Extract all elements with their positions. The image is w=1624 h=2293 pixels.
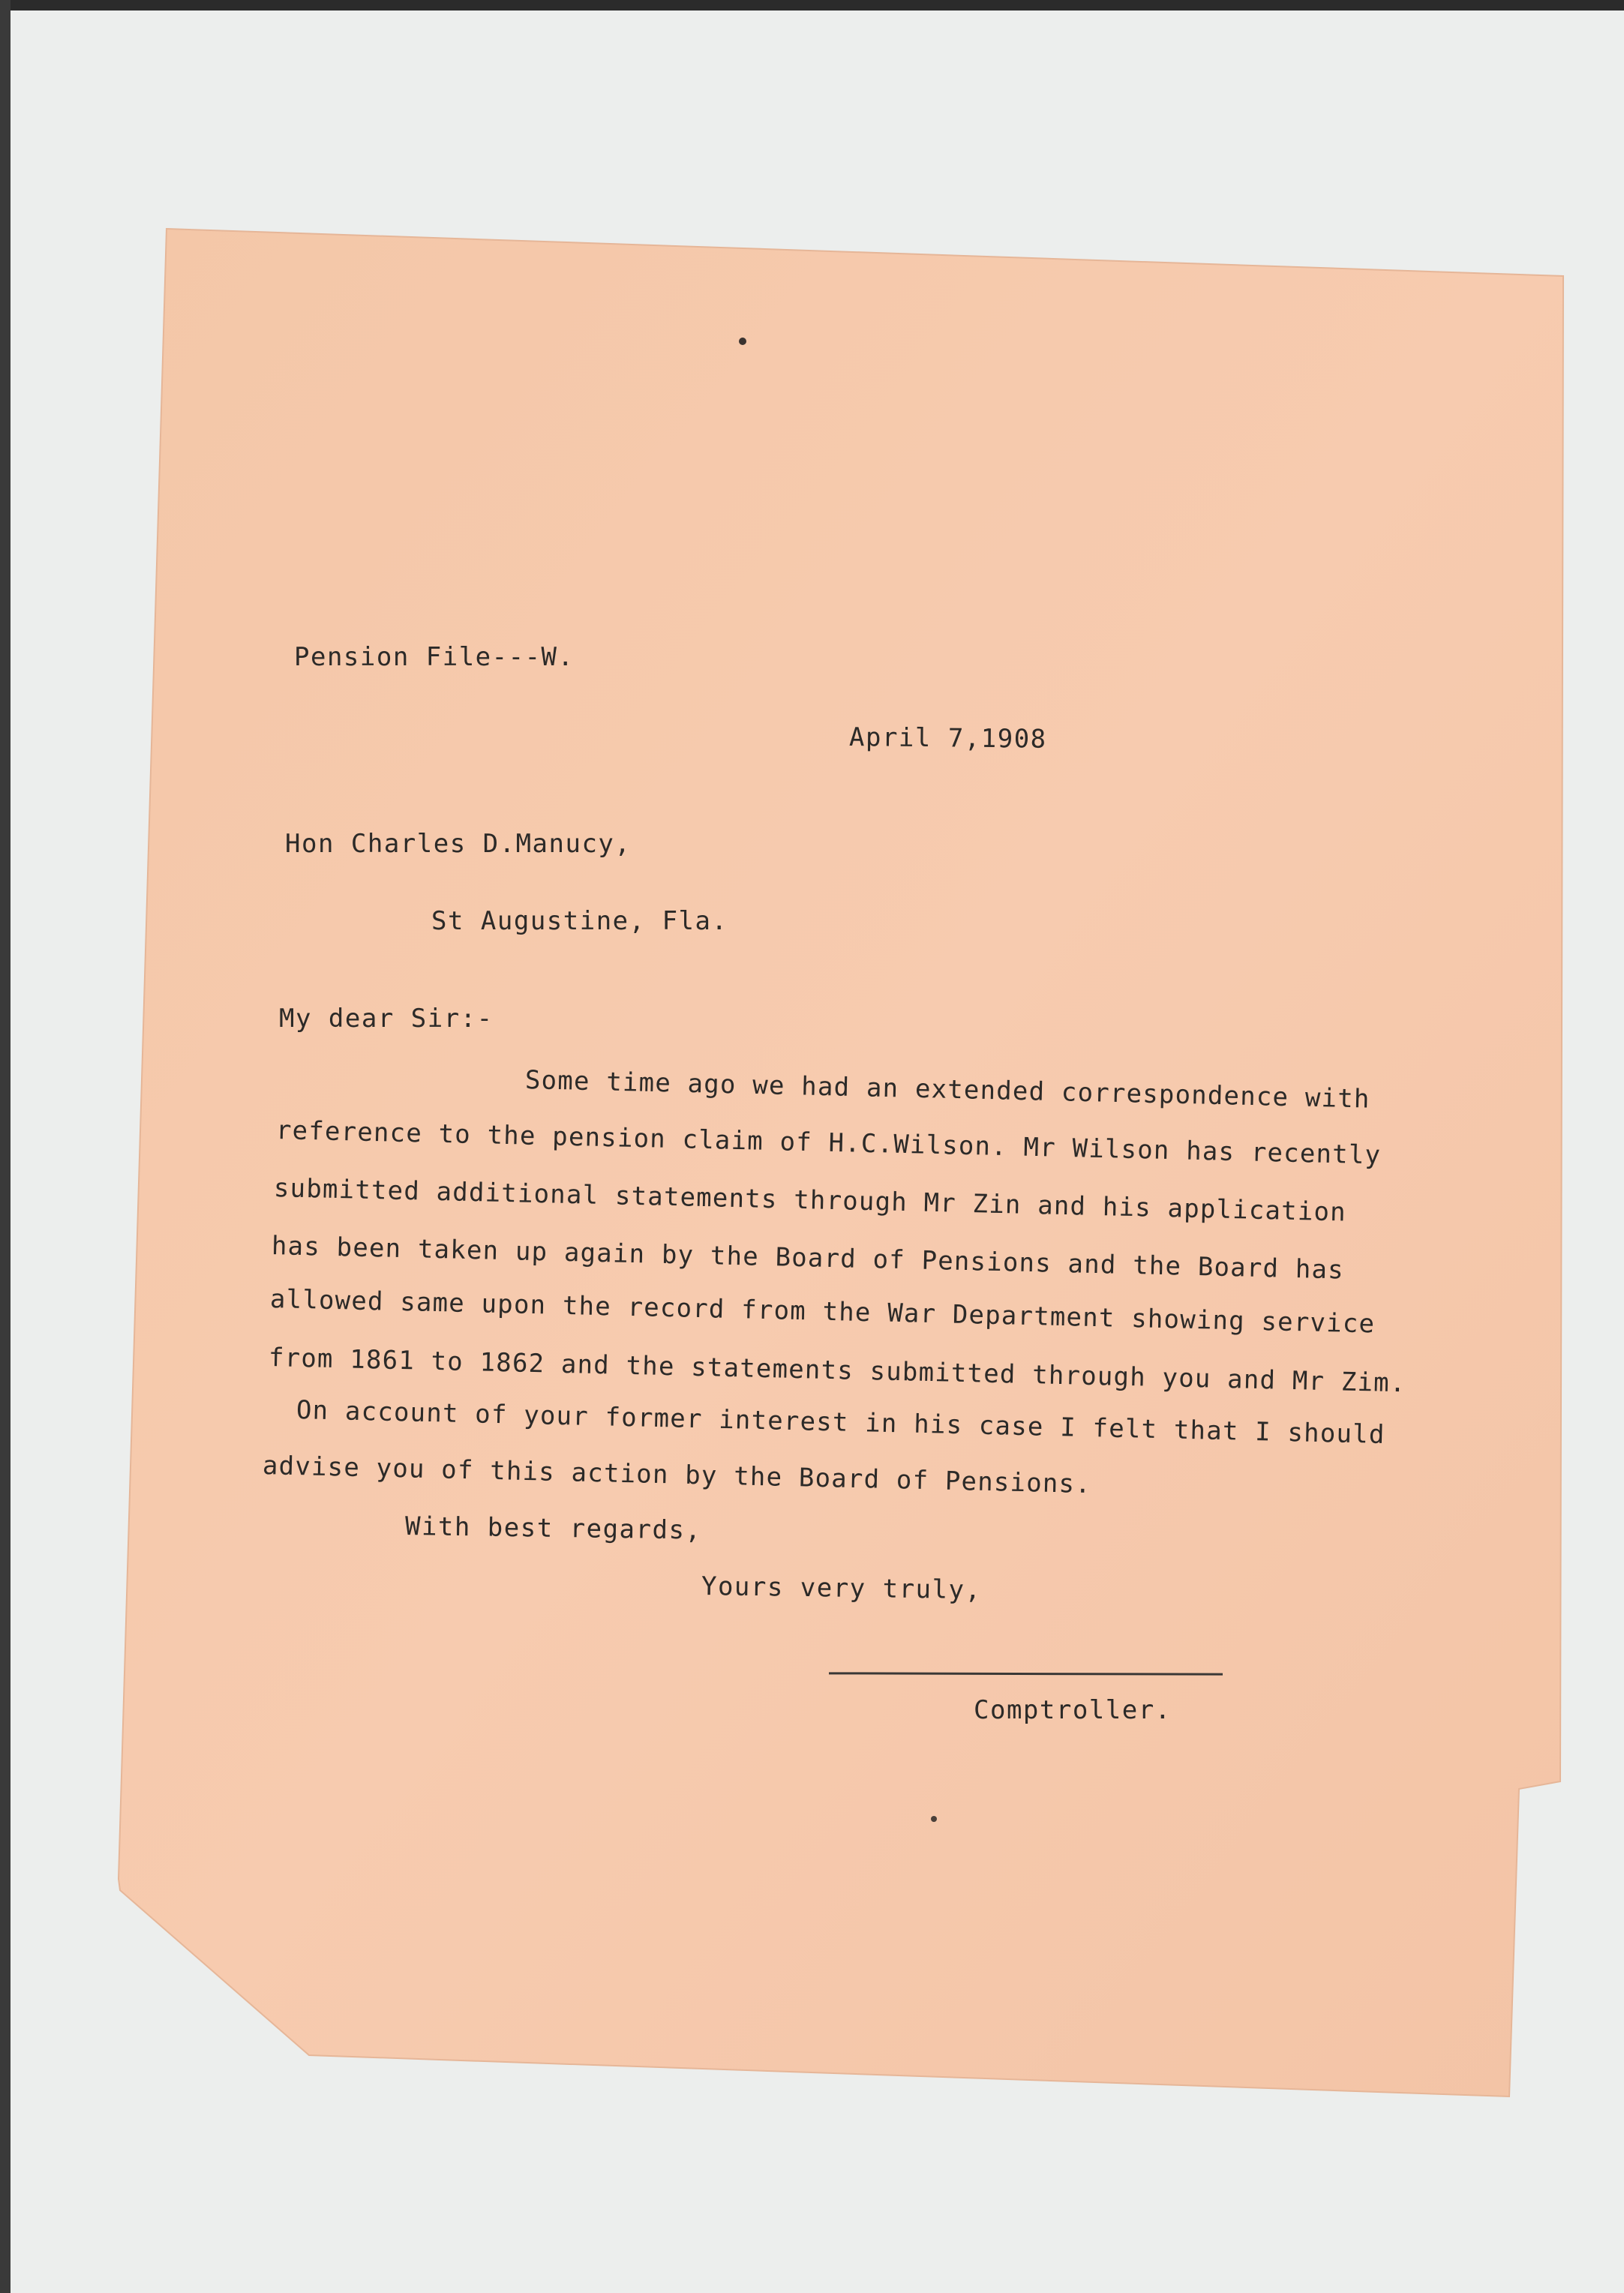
letter-date: April 7,1908	[848, 722, 1047, 755]
salutation: My dear Sir:-	[279, 1004, 494, 1034]
body-line-2: reference to the pension claim of H.C.Wilson. Mr Wilson has recently	[275, 1115, 1382, 1171]
file-reference: Pension File---W.	[294, 642, 575, 672]
body-line-6: from 1861 to 1862 and the statements submitted through you and Mr Zim.	[268, 1343, 1406, 1399]
body-line-5: allowed same upon the record from the War Department showing service	[269, 1284, 1376, 1340]
body-line-8: advise you of this action by the Board of Pensions.	[262, 1451, 1092, 1500]
recipient-name: Hon Charles D.Manucy,	[285, 829, 632, 859]
ink-speck-small	[931, 1816, 937, 1822]
body-line-1: Some time ago we had an extended correspondence with	[524, 1065, 1370, 1115]
signature-title: Comptroller.	[974, 1695, 1172, 1725]
body-line-4: has been taken up again by the Board of Pensions and the Board has	[271, 1231, 1345, 1286]
body-line-7: On account of your former interest in his case I felt that I should	[296, 1395, 1385, 1450]
ink-speck	[739, 338, 746, 345]
closing-regards: With best regards,	[404, 1511, 702, 1546]
body-line-3: submitted additional statements through Mr Zin and his application	[273, 1173, 1347, 1228]
closing: Yours very truly,	[701, 1571, 982, 1606]
recipient-address: St Augustine, Fla.	[431, 906, 728, 936]
